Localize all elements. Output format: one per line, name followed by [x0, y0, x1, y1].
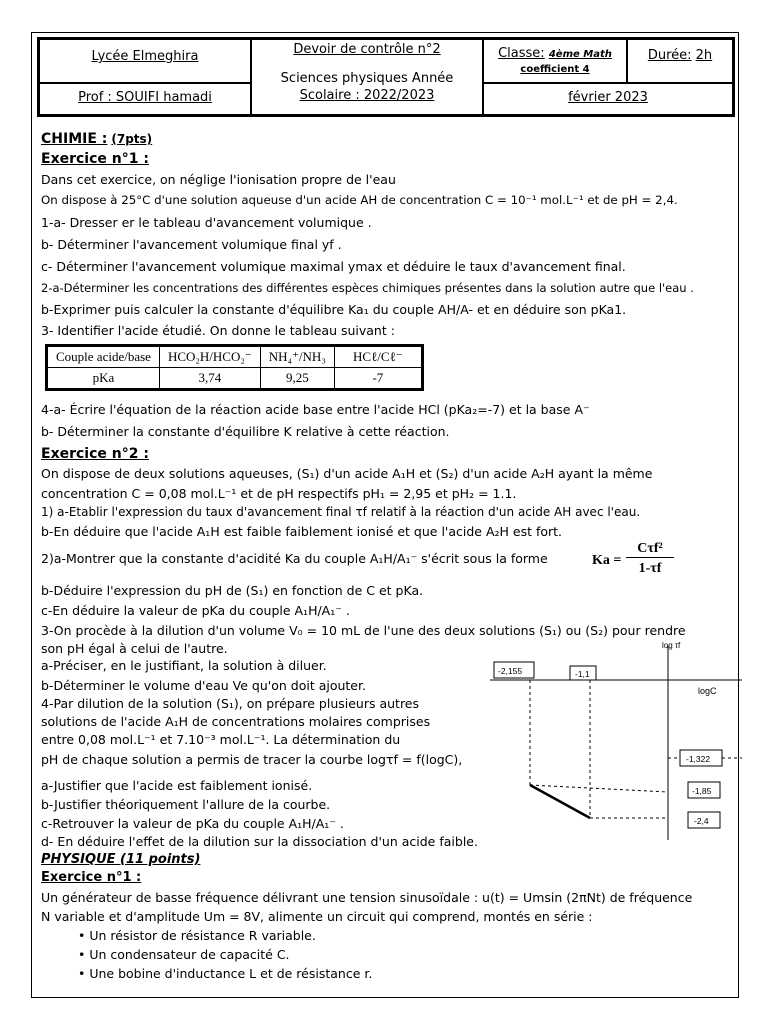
subject-line-1: Sciences physiques Année: [280, 71, 454, 86]
subject-line-2: Scolaire : 2022/2023: [299, 88, 435, 103]
chimie-ex1-line: b- Déterminer la constante d'équilibre K relative à cette réaction.: [41, 424, 450, 439]
exam-title: Devoir de contrôle n°2: [293, 42, 441, 57]
chimie-ex1-line: 3- Identifier l'acide étudié. On donne le tableau suivant :: [41, 323, 395, 338]
y-tick-label: -2,4: [694, 816, 709, 826]
date-cell: [483, 83, 733, 115]
chimie-ex2-line: b-Déduire l'expression du pH de (S₁) en fonction de C et pKa.: [41, 583, 424, 598]
table-cell: HCO₂H/HCO₂⁻: [159, 347, 260, 368]
physique-ex1-line: Un générateur de basse fréquence délivrant une tension sinusoïdale : u(t) = Umsin (2πNt) de fréquence: [41, 890, 693, 905]
class-cell: [483, 39, 627, 83]
chimie-ex2-line: On dispose de deux solutions aqueuses, (S₁) d'un acide A₁H et (S₂) d'un acide A₂H ayant la même: [41, 466, 653, 481]
chimie-ex1-line: b-Exprimer puis calculer la constante d'équilibre Ka₁ du couple AH/A- et en déduire son pKa1.: [41, 302, 627, 317]
teacher-name: Prof : SOUIFI hamadi: [78, 90, 212, 105]
chimie-ex2-line: entre 0,08 mol.L⁻¹ et 7.10⁻³ mol.L⁻¹. La détermination du: [41, 732, 401, 747]
x-axis-label: logC: [698, 686, 717, 696]
chimie-heading: CHIMIE :: [41, 131, 108, 147]
chimie-ex2-line: a-Justifier que l'acide est faiblement ionisé.: [41, 778, 313, 793]
chimie-ex2-line: a-Préciser, en le justifiant, la solution à diluer.: [41, 658, 327, 673]
table-row: [48, 347, 422, 368]
list-item: • Un résistor de résistance R variable.: [78, 928, 316, 943]
x-tick-label: -1,1: [575, 669, 590, 679]
exam-date: février 2023: [568, 90, 648, 105]
chimie-ex2-line: pH de chaque solution a permis de tracer la courbe logτf = f(logC),: [41, 752, 463, 767]
chimie-ex2-line: b-Déterminer le volume d'eau Ve qu'on doit ajouter.: [41, 678, 366, 693]
duration-value: 2h: [695, 48, 713, 63]
chimie-ex1-line: 2-a-Déterminer les concentrations des différentes espèces chimiques présentes dans la solution autre que l'eau .: [41, 281, 694, 295]
chimie-ex2-line: 3-On procède à la dilution d'un volume V₀ = 10 mL de l'une des deux solutions (S₁) ou (S₂) pour rendre: [41, 623, 686, 638]
exam-header: [37, 37, 735, 117]
bullet-text: Un condensateur de capacité C.: [89, 947, 290, 962]
title-cell: [251, 39, 483, 115]
chimie-ex1-line: Dans cet exercice, on néglige l'ionisation propre de l'eau: [41, 172, 396, 187]
table-cell: -7: [334, 368, 421, 389]
pka-table: [47, 346, 422, 389]
chimie-ex2-line: son pH égal à celui de l'autre.: [41, 641, 228, 656]
curve-line: [530, 785, 590, 818]
table-cell: HCℓ/Cℓ⁻: [334, 347, 421, 368]
list-item: • Un condensateur de capacité C.: [78, 947, 290, 962]
chimie-ex2-line: d- En déduire l'effet de la dilution sur la dissociation d'un acide faible.: [41, 834, 478, 849]
class-value: 4ème Math: [548, 49, 612, 60]
guide-line: [530, 785, 668, 792]
chimie-ex2-line: b-En déduire que l'acide A₁H est faible faiblement ionisé et que l'acide A₂H est fort.: [41, 524, 563, 539]
physique-heading: PHYSIQUE (11 points): [41, 852, 201, 867]
chimie-ex1-line: 4-a- Écrire l'équation de la réaction acide base entre l'acide HCl (pKa₂=-7) et la base A⁻: [41, 402, 590, 417]
formula-numerator: Cτf²: [626, 541, 674, 558]
duration-row: [628, 48, 732, 63]
chimie-ex2-line: c-En déduire la valeur de pKa du couple A₁H/A₁⁻ .: [41, 603, 350, 618]
class-row: [484, 46, 626, 61]
chimie-ex2-line: 1) a-Etablir l'expression du taux d'avancement final τf relatif à la réaction d'un acide AH avec l'eau.: [41, 505, 641, 519]
list-item: • Une bobine d'inductance L et de résistance r.: [78, 966, 373, 981]
x-tick-label: -2,155: [498, 666, 523, 676]
chimie-ex2-line: c-Retrouver la valeur de pKa du couple A₁H/A₁⁻ .: [41, 816, 344, 831]
chimie-ex2-line: solutions de l'acide A₁H de concentrations molaires comprises: [41, 714, 431, 729]
chimie-ex1-line: 1-a- Dresser er le tableau d'avancement volumique .: [41, 215, 372, 230]
table-cell: pKa: [48, 368, 160, 389]
chimie-ex2-line: 4-Par dilution de la solution (S₁), on prépare plusieurs autres: [41, 696, 420, 711]
physique-ex1-title: Exercice n°1 :: [41, 870, 142, 885]
class-label: Classe:: [498, 46, 545, 61]
school-name: Lycée Elmeghira: [91, 49, 199, 64]
duration-label: Durée:: [647, 48, 692, 63]
log-tau-graph: [480, 640, 750, 845]
chimie-ex2-line: b-Justifier théoriquement l'allure de la courbe.: [41, 797, 331, 812]
table-cell: Couple acide/base: [48, 347, 160, 368]
table-cell: 9,25: [260, 368, 334, 389]
formula-denominator: 1-τf: [638, 561, 662, 576]
school-cell: [39, 39, 251, 83]
chimie-ex2-line: concentration C = 0,08 mol.L⁻¹ et de pH respectifs pH₁ = 2,95 et pH₂ = 1.1.: [41, 486, 517, 501]
y-tick-label: -1,85: [692, 786, 712, 796]
bullet-text: Une bobine d'inductance L et de résistance r.: [89, 966, 373, 981]
chimie-ex2-title: Exercice n°2 :: [41, 446, 149, 462]
chimie-ex1-title: Exercice n°1 :: [41, 151, 149, 167]
chimie-ex1-line: c- Déterminer l'avancement volumique maximal ymax et déduire le taux d'avancement final.: [41, 259, 626, 274]
chimie-ex1-line: b- Déterminer l'avancement volumique final yf .: [41, 237, 342, 252]
duration-cell: [627, 39, 733, 83]
table-cell: NH₄⁺/NH₃: [260, 347, 334, 368]
chimie-points: (7pts): [111, 132, 153, 146]
table-row: [48, 368, 422, 389]
physique-ex1-line: N variable et d'amplitude Um = 8V, alimente un circuit qui comprend, montés en série :: [41, 909, 593, 924]
chimie-ex1-line: On dispose à 25°C d'une solution aqueuse d'un acide AH de concentration C = 10⁻¹ mol.L⁻¹ et de pH = 2,4.: [41, 193, 678, 207]
y-axis-label: log τf: [662, 641, 681, 650]
chimie-heading-row: [41, 131, 152, 147]
formula-lhs: Ka =: [592, 553, 622, 568]
coefficient: coefficient 4: [520, 64, 590, 75]
table-cell: 3,74: [159, 368, 260, 389]
y-tick-label: -1,322: [686, 754, 711, 764]
bullet-text: Un résistor de résistance R variable.: [89, 928, 316, 943]
chimie-ex2-line: 2)a-Montrer que la constante d'acidité Ka du couple A₁H/A₁⁻ s'écrit sous la forme: [41, 551, 548, 566]
teacher-cell: [39, 83, 251, 115]
